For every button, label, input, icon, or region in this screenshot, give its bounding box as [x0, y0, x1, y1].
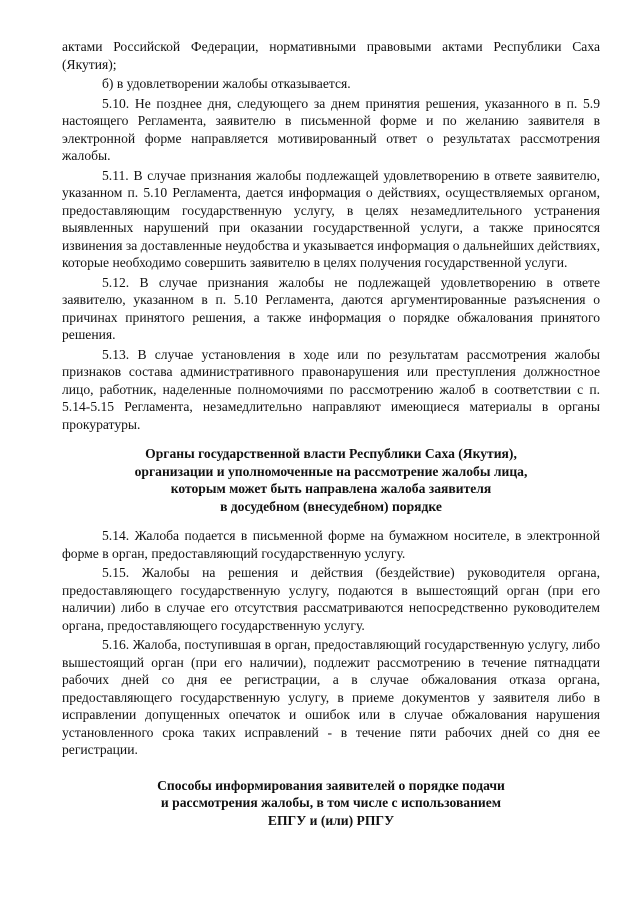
paragraph-item-b: б) в удовлетворении жалобы отказывается. — [102, 76, 351, 91]
paragraph-5-12: 5.12. В случае признания жалобы не подлежащей удовлетворению в ответе заявителю, указанном в п. 5.10 Регламента, даются аргументированные разъяснения о причинах принятого решения, а также информация о порядке обжалования принятого решения. — [62, 274, 600, 342]
paragraph-5-10: 5.10. Не позднее дня, следующего за днем принятия решения, указанного в п. 5.9 настоящего Регламента, заявителю в письменной форме и по желанию заявителя в электронной форме направляется мотивированный ответ о результатах рассмотрения жалобы. — [62, 95, 600, 163]
heading-line: в досудебном (внесудебном) порядке — [220, 498, 442, 514]
heading-line: ЕПГУ и (или) РПГУ — [267, 812, 395, 828]
heading-line: Способы информирования заявителей о порядке подачи — [157, 777, 505, 793]
paragraph-5-13: 5.13. В случае установления в ходе или по результатам рассмотрения жалобы признаков состава административного правонарушения или преступления должностное лицо, работник, наделенные полномочиями по рассмотрению жалоб в соответствии с п. 5.14-5.15 Регламента, незамедлительно направляют имеющиеся материалы в органы прокуратуры. — [62, 346, 600, 432]
section-heading-informing — [62, 777, 600, 830]
paragraph-5-11: 5.11. В случае признания жалобы подлежащей удовлетворению в ответе заявителю, указанном п. 5.10 Регламента, дается информация о действиях, осуществляемых органом, предоставляющим государственную услугу, в целях незамедлительного устранения выявленных нарушений при оказании государственной услуги, а также приносятся извинения за доставленные неудобства и указывается информация о дальнейших действиях, которые необходимо совершить заявителю в целях получения государственной услуги. — [62, 167, 600, 270]
heading-line: которым может быть направлена жалоба заявителя — [170, 481, 492, 496]
heading-line: Органы государственной власти Республики Саха (Якутия), — [145, 446, 517, 461]
paragraph-5-14: 5.14. Жалоба подается в письменной форме на бумажном носителе, в электронной форме в орган, предоставляющий государственную услугу. — [62, 528, 600, 561]
heading-line: и рассмотрения жалобы, в том числе с использованием — [160, 795, 502, 810]
paragraph-5-16: 5.16. Жалоба, поступившая в орган, предоставляющий государственную услугу, либо вышестоящий орган (при его наличии), подлежит рассмотрению в течение пятнадцати рабочих дней со дня ее регистрации, а в случае обжалования отказа органа, предоставляющего государственную услугу, в приеме документов у заявителя либо в исправлении допущенных опечаток и ошибок или в случае обжалования нарушения установленного срока таких исправлений - в течение пяти рабочих дней со дня ее регистрации. — [62, 637, 600, 757]
heading-line: организации и уполномоченные на рассмотрение жалобы лица, — [134, 463, 528, 479]
paragraph-continuation: актами Российской Федерации, нормативными правовыми актами Республики Саха (Якутия); — [62, 39, 600, 72]
paragraph-5-15: 5.15. Жалобы на решения и действия (бездействие) руководителя органа, предоставляющего государственную услугу, подаются в вышестоящий орган (при его наличии) либо в случае его отсутствия рассматриваются непосредственно руководителем органа, предоставляющего государственную услугу. — [62, 565, 600, 633]
section-heading-authorities — [62, 445, 600, 515]
